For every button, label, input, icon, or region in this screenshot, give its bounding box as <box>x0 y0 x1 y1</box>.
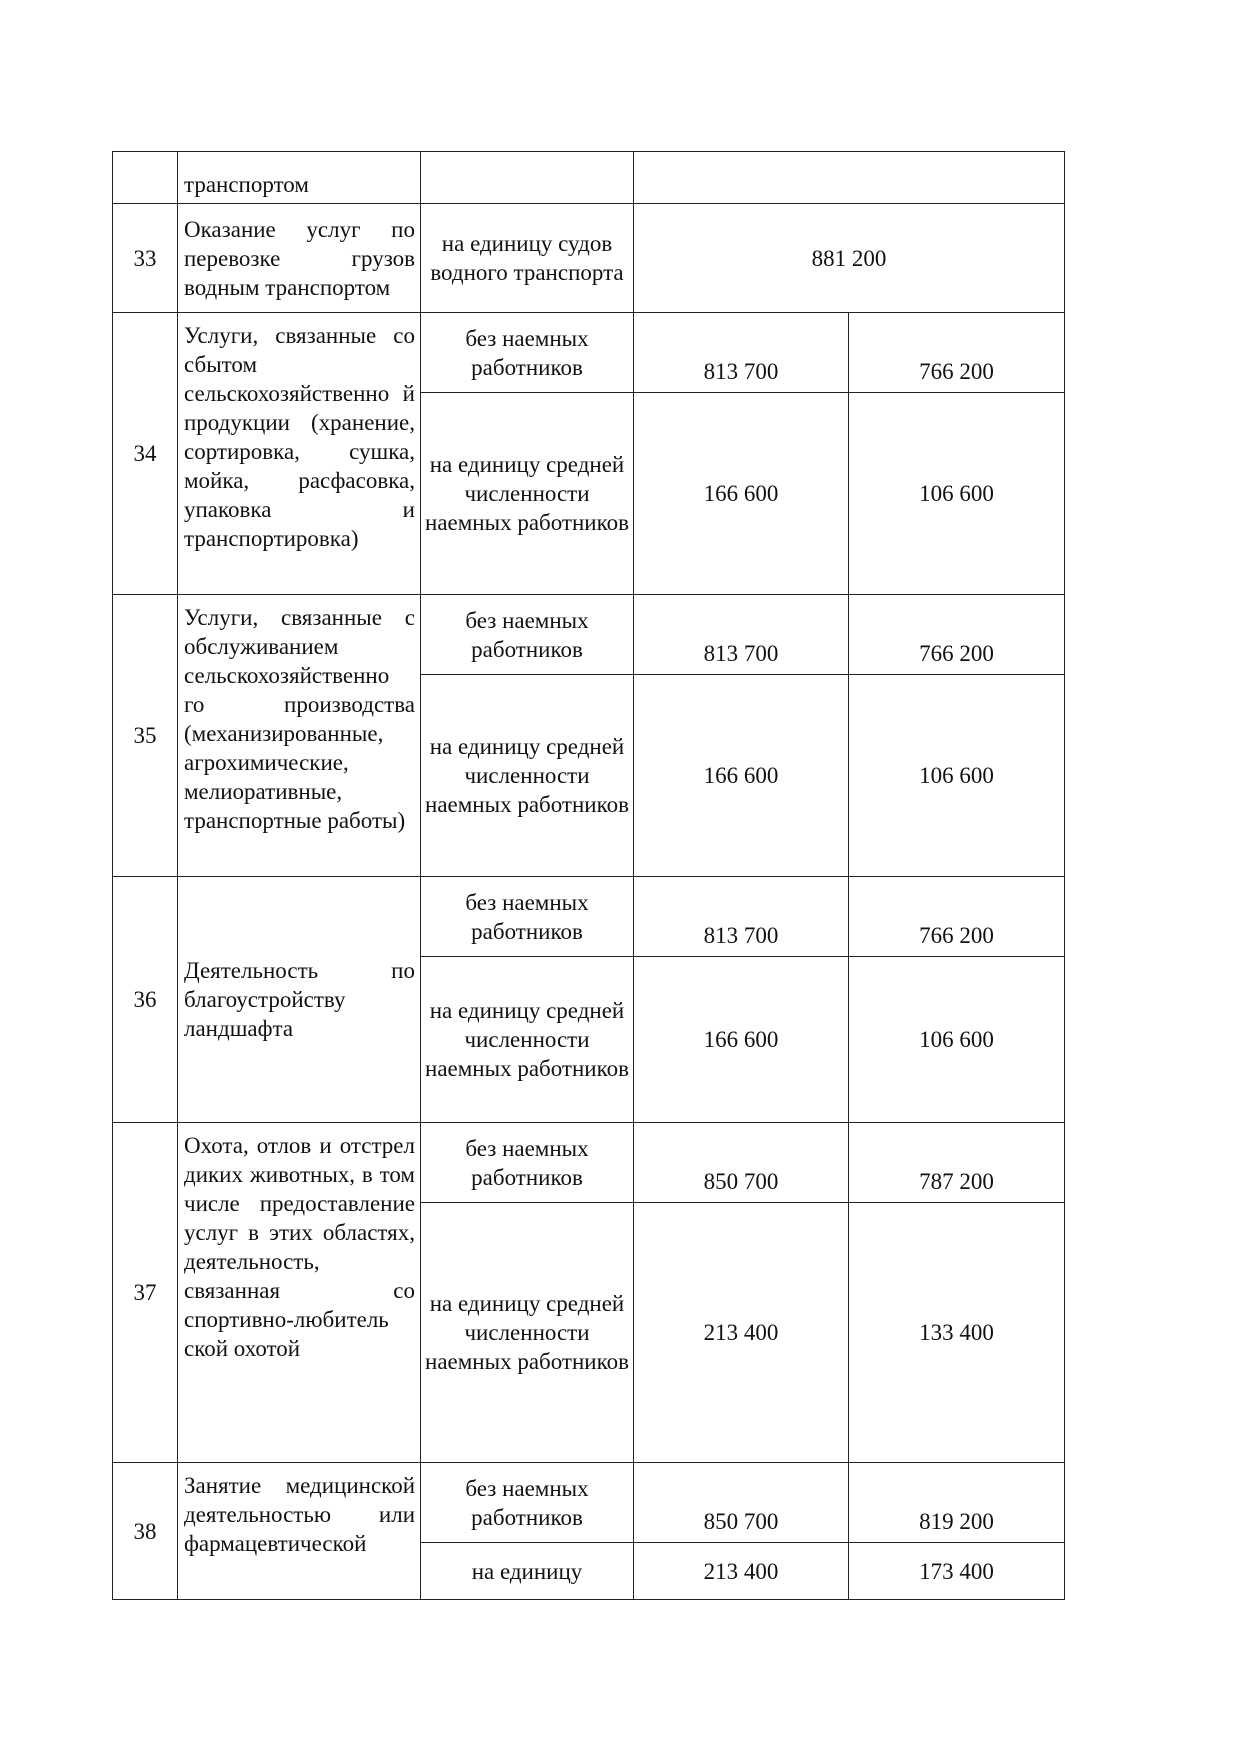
unit-label: без наемных работников <box>421 313 634 393</box>
row-number: 37 <box>113 1123 178 1463</box>
row-number: 36 <box>113 877 178 1123</box>
value-cell: 213 400 <box>634 1203 849 1463</box>
activity-description: Услуги, связанные со сбытом сельскохозяйственно й продукции (хранение, сортировка, сушка, мойка, расфасовка, упаковка и транспортировка) <box>178 313 421 595</box>
table-row-33 <box>113 204 1065 313</box>
table-row-38a <box>113 1463 1065 1543</box>
table-row-36a <box>113 877 1065 957</box>
unit-label: без наемных работников <box>421 877 634 957</box>
value-cell: 850 700 <box>634 1463 849 1543</box>
unit-label: на единицу средней численности наемных работников <box>421 393 634 595</box>
value-cell: 813 700 <box>634 313 849 393</box>
unit-label: на единицу судов водного транспорта <box>421 204 634 313</box>
tariff-table <box>112 151 1065 1600</box>
value-cell: 166 600 <box>634 957 849 1123</box>
activity-description: транспортом <box>178 152 421 204</box>
activity-description: Оказание услуг по перевозке грузов водным транспортом <box>178 204 421 313</box>
value-cell: 213 400 <box>634 1543 849 1600</box>
row-number: 38 <box>113 1463 178 1600</box>
activity-description: Деятельность по благоустройству ландшафта <box>178 877 421 1123</box>
table-row-34a <box>113 313 1065 393</box>
row-number: 35 <box>113 595 178 877</box>
value-cell: 787 200 <box>849 1123 1065 1203</box>
value-cell: 766 200 <box>849 877 1065 957</box>
value-cell: 166 600 <box>634 675 849 877</box>
value-cell: 106 600 <box>849 675 1065 877</box>
value-cell: 813 700 <box>634 877 849 957</box>
activity-description: Занятие медицинской деятельностью или фармацевтической <box>178 1463 421 1600</box>
unit-label: без наемных работников <box>421 1123 634 1203</box>
activity-description: Охота, отлов и отстрел диких животных, в том числе предоставление услуг в этих областях, деятельность, связанная со спортивно-любитель ской охотой <box>178 1123 421 1463</box>
value-cell: 819 200 <box>849 1463 1065 1543</box>
value-cell: 813 700 <box>634 595 849 675</box>
table-row-37a <box>113 1123 1065 1203</box>
value-merged: 881 200 <box>634 204 1065 313</box>
value-cell: 166 600 <box>634 393 849 595</box>
table-row-35a <box>113 595 1065 675</box>
value-cell: 766 200 <box>849 313 1065 393</box>
value-cell: 766 200 <box>849 595 1065 675</box>
unit-label: без наемных работников <box>421 595 634 675</box>
value-cell: 133 400 <box>849 1203 1065 1463</box>
row-number-cell <box>113 152 178 204</box>
table-row-continuation <box>113 152 1065 204</box>
unit-label: на единицу средней численности наемных работников <box>421 1203 634 1463</box>
value-cell: 106 600 <box>849 957 1065 1123</box>
row-number: 34 <box>113 313 178 595</box>
value-cell: 850 700 <box>634 1123 849 1203</box>
unit-label: на единицу средней численности наемных работников <box>421 957 634 1123</box>
unit-label: без наемных работников <box>421 1463 634 1543</box>
activity-description: Услуги, связанные с обслуживанием сельскохозяйственно го производства (механизированные, агрохимические, мелиоративные, транспортные работы) <box>178 595 421 877</box>
unit-label: на единицу <box>421 1543 634 1600</box>
row-number: 33 <box>113 204 178 313</box>
unit-label: на единицу средней численности наемных работников <box>421 675 634 877</box>
value-cell: 106 600 <box>849 393 1065 595</box>
unit-cell <box>421 152 634 204</box>
value-cell <box>634 152 1065 204</box>
value-cell: 173 400 <box>849 1543 1065 1600</box>
